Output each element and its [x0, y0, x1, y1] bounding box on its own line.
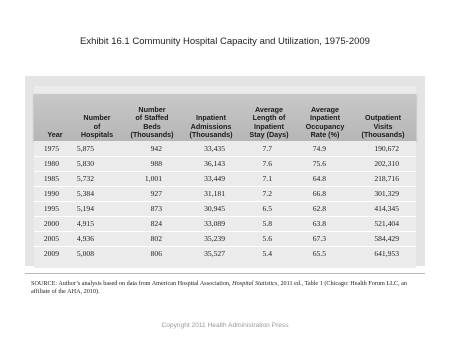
table-cell: 521,404: [374, 219, 399, 228]
table-cell: 584,429: [374, 234, 399, 243]
table-cell: 33,449: [204, 174, 225, 183]
table-cell: 7.7: [262, 144, 272, 153]
table-cell: 2000: [43, 219, 59, 228]
table-cell: 66.8: [312, 189, 326, 198]
table-cell: 5,732: [76, 174, 94, 183]
table-cell: 927: [150, 189, 162, 198]
table-cell: 806: [150, 249, 162, 258]
table-cell: 35,527: [204, 249, 225, 258]
column-header-label: Outpatient Visits (Thousands): [361, 113, 405, 139]
source-italic-title: Hospital Statistics: [232, 280, 278, 287]
column-header: [38, 94, 72, 141]
table-cell: 2009: [43, 249, 59, 258]
table-cell: 202,310: [374, 159, 399, 168]
column-header: [122, 94, 182, 141]
table-cell: 1985: [43, 174, 59, 183]
table-cell: 414,345: [374, 204, 399, 213]
table-cell: 218,716: [374, 174, 399, 183]
column-header: [240, 94, 298, 141]
table-cell: 1975: [43, 144, 59, 153]
table-cell: 190,672: [374, 144, 399, 153]
table-cell: 5.6: [262, 234, 272, 243]
table-cell: 7.1: [262, 174, 272, 183]
table-cell: 33,435: [204, 144, 225, 153]
table-cell: 30,945: [204, 204, 225, 213]
table-cell: 1,001: [144, 174, 162, 183]
table-cell: 1980: [43, 159, 59, 168]
column-header: [296, 94, 354, 141]
exhibit-title: Exhibit 16.1 Community Hospital Capacity and Utilization, 1975-2009: [80, 36, 370, 47]
table-cell: 67.3: [312, 234, 326, 243]
table-cell: 64.8: [312, 174, 326, 183]
table-cell: 7.2: [262, 189, 272, 198]
table-cell: 5.4: [262, 249, 272, 258]
table-cell: 5,008: [76, 249, 94, 258]
table-cell: 4,915: [76, 219, 94, 228]
table-cell: 5,384: [76, 189, 94, 198]
column-header-label: Year: [47, 129, 63, 139]
table-cell: 873: [150, 204, 162, 213]
table-cell: 75.6: [312, 159, 326, 168]
table-cell: 36,143: [204, 159, 225, 168]
table-cell: 5,194: [76, 204, 94, 213]
table-cell: 65.5: [312, 249, 326, 258]
table-cell: 5,875: [76, 144, 94, 153]
table-cell: 1995: [43, 204, 59, 213]
table-cell: 35,239: [204, 234, 225, 243]
table-cell: 33,089: [204, 219, 225, 228]
table-cell: 7.6: [262, 159, 272, 168]
table-cell: 301,329: [374, 189, 399, 198]
table-cell: 2005: [43, 234, 59, 243]
column-header-label: Average Inpatient Occupancy Rate (%): [305, 105, 345, 139]
column-header: [354, 94, 412, 141]
table-cell: 802: [150, 234, 162, 243]
column-header: [182, 94, 240, 141]
table-cell: 31,181: [204, 189, 225, 198]
table-cell: 62.8: [312, 204, 326, 213]
table-cell: 63.8: [312, 219, 326, 228]
table-cell: 5,830: [76, 159, 94, 168]
column-header-label: Average Length of Inpatient Stay (Days): [249, 105, 289, 139]
column-header: [72, 94, 122, 141]
source-suffix: , 2011 ed., Table 1 (Chicago: Health Forum LLC, an affiliate of the AHA, 2010).: [31, 280, 407, 296]
table-cell: 641,953: [374, 249, 399, 258]
table-cell: 4,936: [76, 234, 94, 243]
table-cell: 942: [150, 144, 162, 153]
table-cell: 5.8: [262, 219, 272, 228]
column-header-label: Inpatient Admissions (Thousands): [189, 113, 233, 139]
table-cell: 1990: [43, 189, 59, 198]
copyright-footer: Copyright 2011 Health Administration Press: [161, 322, 289, 329]
source-prefix: SOURCE: Author’s analysis based on data from American Hospital Association,: [31, 280, 233, 287]
table-cell: 6.5: [262, 204, 272, 213]
column-header-label: Number of Staffed Beds (Thousands): [130, 105, 174, 139]
table-cell: 988: [150, 159, 162, 168]
table-cell: 74.9: [312, 144, 326, 153]
table-cell: 824: [150, 219, 162, 228]
source-note: [31, 280, 423, 297]
column-header-label: Number of Hospitals: [80, 113, 114, 139]
source-divider: [25, 273, 425, 274]
